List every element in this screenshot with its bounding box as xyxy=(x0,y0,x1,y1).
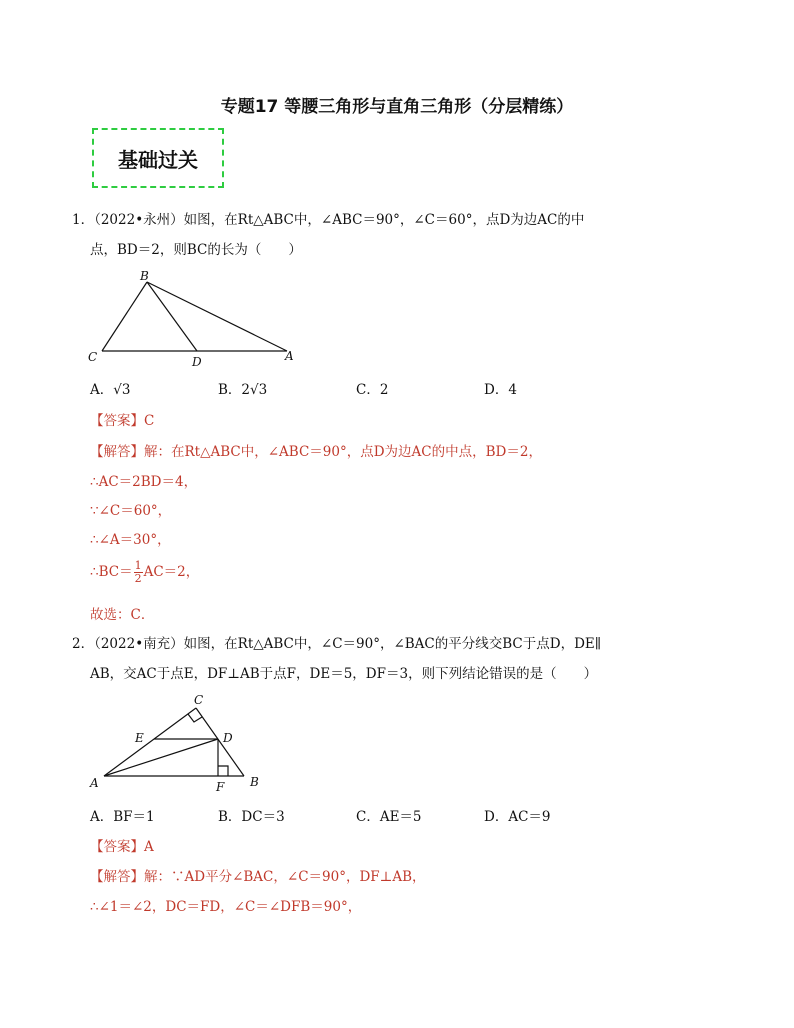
q1-solution-line6: 故选：C． xyxy=(90,607,155,623)
q1-solution-line5-post: AC＝2， xyxy=(143,564,200,580)
fraction-denominator: 2 xyxy=(134,572,142,585)
q1-label-b: B xyxy=(140,269,149,283)
q2-stem-line1: 2．（2022•南充）如图，在Rt△ABC中，∠C＝90°，∠BAC的平分线交BC于点D，DE∥ xyxy=(72,636,601,652)
q2-option-a: A．BF＝1 xyxy=(90,809,155,825)
q2-label-d: D xyxy=(223,731,233,745)
q2-label-e: E xyxy=(135,731,144,745)
q1-solution-line3: ∵∠C＝60°， xyxy=(90,503,172,519)
q1-label-d: D xyxy=(192,355,202,369)
q1-option-b: B．2√3 xyxy=(218,382,268,398)
half-fraction xyxy=(134,560,143,585)
q2-figure xyxy=(84,690,274,796)
q1-answer: 【答案】C xyxy=(90,413,155,429)
q2-solution-line1: 【解答】解：∵AD平分∠BAC，∠C＝90°，DF⊥AB， xyxy=(90,869,426,885)
q2-option-d: D．AC＝9 xyxy=(484,809,551,825)
q2-label-a: A xyxy=(90,776,99,790)
q1-figure xyxy=(80,266,310,372)
q1-option-c: C．2 xyxy=(356,382,389,398)
q1-stem-line2: 点，BD＝2，则BC的长为（ ） xyxy=(90,242,302,258)
q1-solution-line5 xyxy=(90,560,199,585)
q2-option-c: C．AE＝5 xyxy=(356,809,422,825)
q2-stem-line2: AB，交AC于点E，DF⊥AB于点F，DE＝5，DF＝3，则下列结论错误的是（ ） xyxy=(90,666,598,682)
q2-label-b: B xyxy=(250,775,259,789)
q2-label-c: C xyxy=(194,693,204,707)
q1-option-d: D．4 xyxy=(484,382,517,398)
q1-label-c: C xyxy=(88,350,98,364)
q2-label-f: F xyxy=(216,780,225,794)
q1-solution-line4: ∴∠A＝30°， xyxy=(90,532,171,548)
page-title: 专题17 等腰三角形与直角三角形（分层精练） xyxy=(220,97,574,117)
section-badge: 基础过关 xyxy=(92,128,224,188)
q1-stem-line1: 1．（2022•永州）如图，在Rt△ABC中，∠ABC＝90°，∠C＝60°，点D为边AC的中 xyxy=(72,212,585,228)
q1-solution-line5-pre: ∴BC＝ xyxy=(90,564,133,580)
fraction-numerator: 1 xyxy=(134,559,142,572)
q1-solution-line2: ∴AC＝2BD＝4， xyxy=(90,474,198,490)
q1-label-a: A xyxy=(285,349,294,363)
q2-answer: 【答案】A xyxy=(90,839,154,855)
q2-option-b: B．DC＝3 xyxy=(218,809,285,825)
q2-solution-line2: ∴∠1＝∠2，DC＝FD，∠C＝∠DFB＝90°， xyxy=(90,899,362,915)
q1-option-a: A．√3 xyxy=(90,382,131,398)
q1-solution-line1: 【解答】解：在Rt△ABC中，∠ABC＝90°，点D为边AC的中点，BD＝2， xyxy=(90,444,542,460)
